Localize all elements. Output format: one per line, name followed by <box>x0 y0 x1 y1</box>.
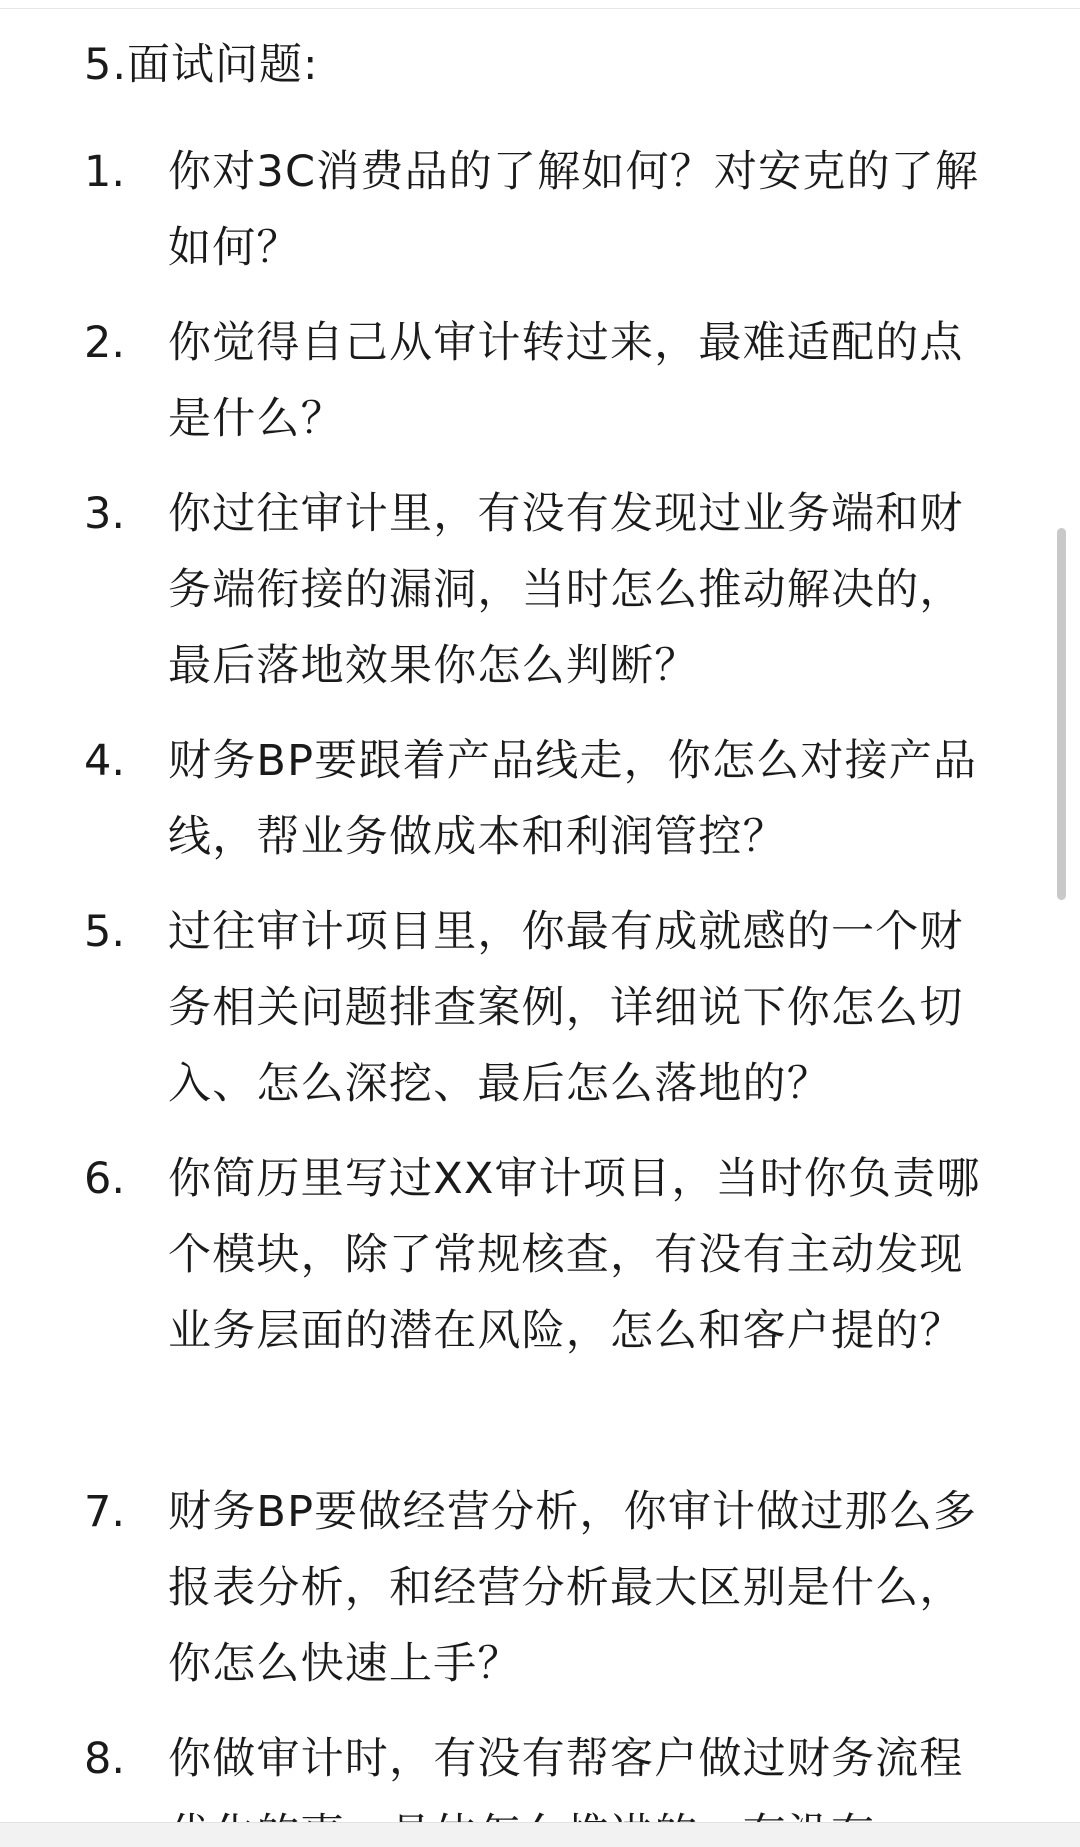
question-number: 2. <box>84 318 126 368</box>
question-text: 过往审计项目里，你最有成就感的一个财务相关问题排查案例，详细说下你怎么切入、怎么深挖、最后怎么落地的？ <box>168 907 964 1109</box>
question-text: 财务BP要跟着产品线走，你怎么对接产品线，帮业务做成本和利润管控？ <box>168 736 978 862</box>
question-text: 财务BP要做经营分析，你审计做过那么多报表分析，和经营分析最大区别是什么，你怎么快速上手？ <box>168 1487 978 1689</box>
scrollbar-track[interactable] <box>1056 0 1080 1847</box>
bottom-edge <box>0 1822 1080 1847</box>
question-text: 你对3C消费品的了解如何？对安克的了解如何？ <box>168 147 980 273</box>
question-text: 你觉得自己从审计转过来，最难适配的点是什么？ <box>168 318 964 444</box>
section-title: 5.面试问题: <box>84 40 319 90</box>
question-text: 你做审计时，有没有帮客户做过财务流程 <box>168 1734 964 1784</box>
question-number: 1. <box>84 147 126 197</box>
question-text: 你过往审计里，有没有发现过业务端和财务端衔接的漏洞，当时怎么推动解决的，最后落地效果你怎么判断？ <box>168 489 964 691</box>
question-number: 3. <box>84 489 126 539</box>
question-text: 你简历里写过XX审计项目，当时你负责哪个模块，除了常规核查，有没有主动发现业务层面的潜在风险，怎么和客户提的？ <box>168 1154 981 1356</box>
question-number: 6. <box>84 1154 126 1204</box>
question-number: 7. <box>84 1487 126 1537</box>
question-number: 5. <box>84 907 126 957</box>
scrollbar-thumb[interactable] <box>1057 528 1066 900</box>
question-number: 8. <box>84 1734 126 1784</box>
question-number: 4. <box>84 736 126 786</box>
